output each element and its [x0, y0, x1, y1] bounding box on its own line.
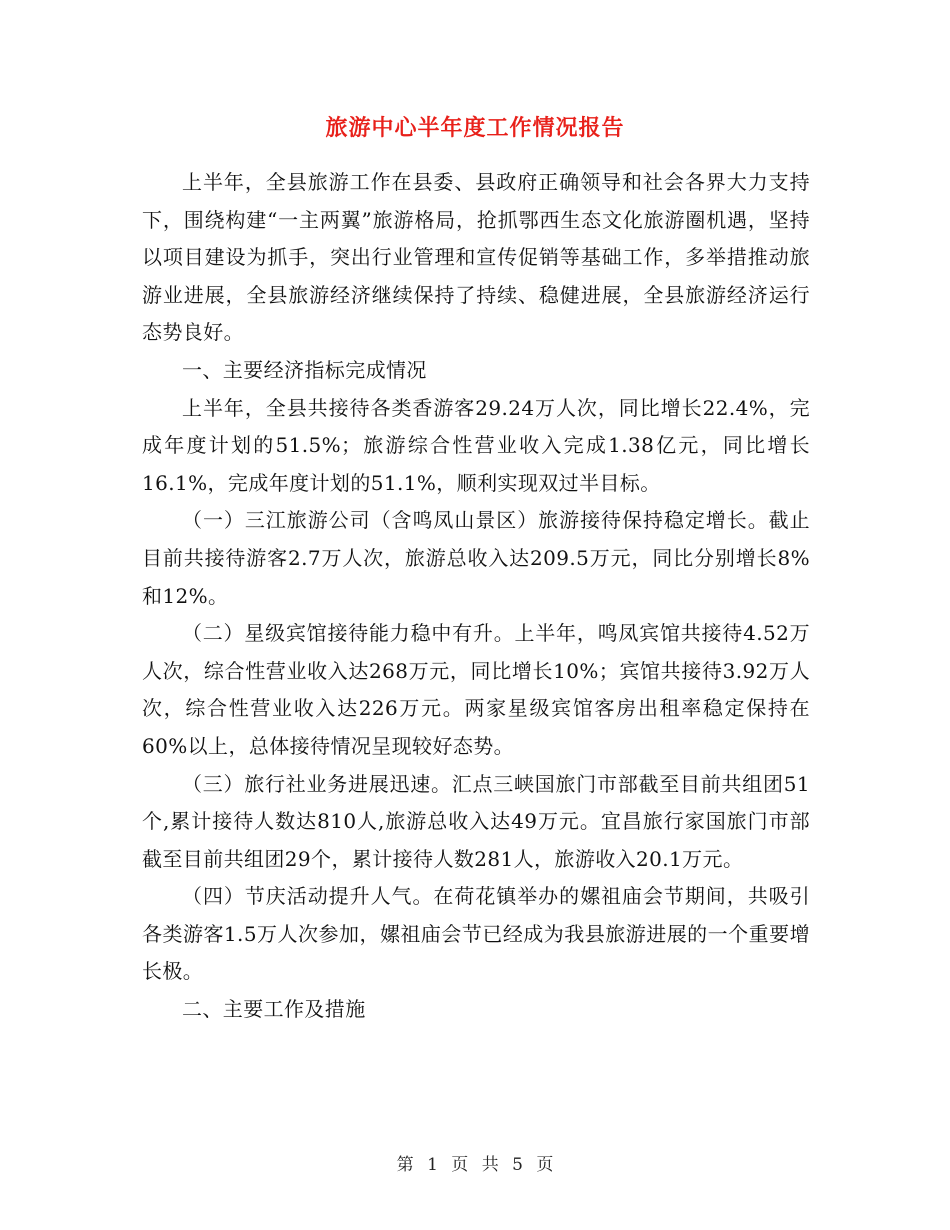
section-heading-indicators: 一、主要经济指标完成情况 — [182, 357, 427, 382]
footer-total-label: 共 — [481, 1155, 499, 1175]
footer-page-unit: 页 — [451, 1155, 469, 1175]
page-footer — [0, 1153, 950, 1177]
paragraph-summary-figures: 上半年，全县共接待各类香游客29.24万人次，同比增长22.4%，完成年度计划的51.5%；旅游综合性营业收入完成1.38亿元，同比增长16.1%，完成年度计划的51.1%，顺利实现双过半目标。 — [142, 395, 810, 495]
footer-page-number: 1 — [427, 1155, 438, 1175]
footer-page-label: 第 — [396, 1155, 414, 1175]
footer-total-unit: 页 — [536, 1155, 554, 1175]
document-body — [142, 164, 810, 1029]
paragraph-sanjiang-company: （一）三江旅游公司（含鸣凤山景区）旅游接待保持稳定增长。截止目前共接待游客2.7万人次，旅游总收入达209.5万元，同比分别增长8%和12%。 — [142, 508, 810, 608]
footer-total-pages: 5 — [512, 1155, 523, 1175]
paragraph-star-hotels: （二）星级宾馆接待能力稳中有升。上半年，鸣凤宾馆共接待4.52万人次，综合性营业收入达268万元，同比增长10%；宾馆共接待3.92万人次，综合性营业收入达226万元。两家星级宾馆客房出租率稳定保持在60%以上，总体接待情况呈现较好态势。 — [142, 621, 810, 758]
paragraph-intro: 上半年，全县旅游工作在县委、县政府正确领导和社会各界大力支持下，围绕构建“一主两翼”旅游格局，抢抓鄂西生态文化旅游圈机遇，坚持以项目建设为抓手，突出行业管理和宣传促销等基础工作，多举措推动旅游业进展，全县旅游经济继续保持了持续、稳健进展，全县旅游经济运行态势良好。 — [142, 170, 810, 345]
document-title: 旅游中心半年度工作情况报告 — [325, 115, 625, 141]
section-heading-measures: 二、主要工作及措施 — [182, 997, 366, 1022]
paragraph-festival: （四）节庆活动提升人气。在荷花镇举办的嫘祖庙会节期间，共吸引各类游客1.5万人次参加，嫘祖庙会节已经成为我县旅游进展的一个重要增长极。 — [142, 884, 810, 984]
paragraph-travel-agencies: （三）旅行社业务进展迅速。汇点三峡国旅门市部截至目前共组团51个,累计接待人数达810人,旅游总收入达49万元。宜昌旅行家国旅门市部截至目前共组团29个，累计接待人数281人，旅游收入20.1万元。 — [142, 771, 810, 871]
